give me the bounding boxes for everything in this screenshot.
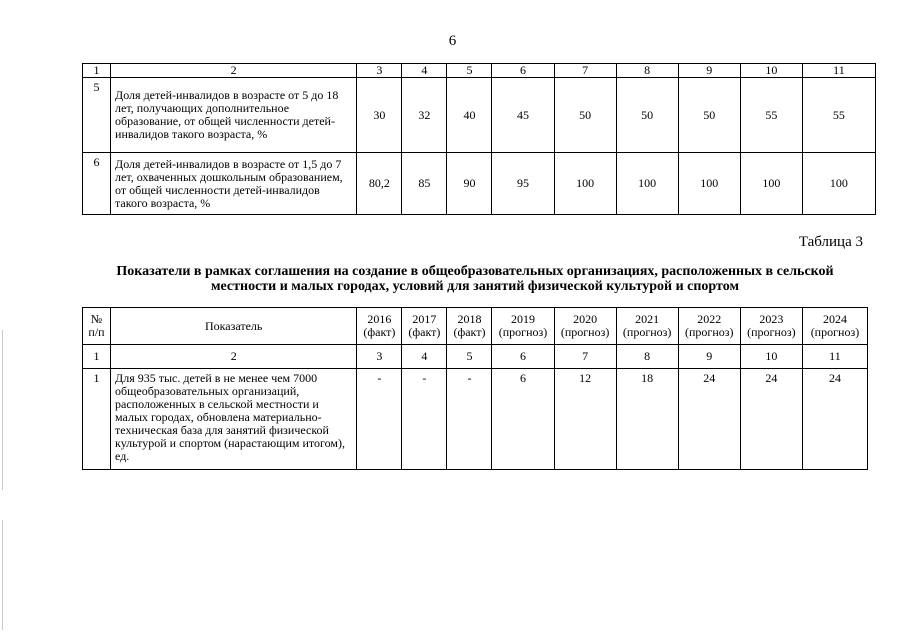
numbering-cell: 2 <box>111 345 357 369</box>
indicator-text: Доля детей-инвалидов в возрасте от 1,5 до 7 лет, охваченных дошкольным образованием, от общей численности детей-инвалидов такого возраста, % <box>111 153 357 215</box>
numbering-cell: 10 <box>740 345 802 369</box>
table-row <box>83 78 876 153</box>
numbering-cell: 11 <box>802 345 867 369</box>
value-cell: - <box>357 369 402 470</box>
value-cell: 50 <box>554 78 616 153</box>
table-heading: Показатели в рамках соглашения на создание в общеобразовательных организациях, расположенных в сельской местности и малых городах, условий для занятий физической культурой и спортом <box>116 264 834 294</box>
indicators-table-continued <box>82 63 876 215</box>
value-cell: 100 <box>678 153 740 215</box>
column-numbering-row <box>83 64 876 78</box>
value-cell: 50 <box>678 78 740 153</box>
value-cell: 24 <box>740 369 802 470</box>
value-cell: 55 <box>740 78 802 153</box>
value-cell: 45 <box>492 78 554 153</box>
value-cell: - <box>402 369 447 470</box>
value-cell: 12 <box>554 369 616 470</box>
numbering-cell: 3 <box>357 345 402 369</box>
row-number: 1 <box>83 369 111 470</box>
column-header-year: 2016 (факт) <box>357 308 402 345</box>
value-cell: 30 <box>357 78 402 153</box>
value-cell: 100 <box>740 153 802 215</box>
numbering-cell: 4 <box>402 345 447 369</box>
value-cell: 100 <box>616 153 678 215</box>
numbering-cell: 6 <box>492 345 554 369</box>
header-cell: 10 <box>740 64 802 78</box>
column-numbering-row <box>83 345 868 369</box>
value-cell: 100 <box>554 153 616 215</box>
table-row <box>83 369 868 470</box>
header-cell: 3 <box>357 64 402 78</box>
indicator-text: Доля детей-инвалидов в возрасте от 5 до 18 лет, получающих дополнительное образование, от общей численности детей-инвалидов такого возраста, % <box>111 78 357 153</box>
table-caption: Таблица 3 <box>798 234 863 250</box>
header-cell: 8 <box>616 64 678 78</box>
value-cell: 24 <box>802 369 867 470</box>
column-header-year: 2020 (прогноз) <box>554 308 616 345</box>
value-cell: 32 <box>402 78 447 153</box>
value-cell: 50 <box>616 78 678 153</box>
indicator-text: Для 935 тыс. детей в не менее чем 7000 общеобразовательных организаций, расположенных в сельской местности и малых городах, обновлена материально-техническая база для занятий физической культурой и спортом (нарастающим итогом), ед. <box>111 369 357 470</box>
value-cell: 40 <box>447 78 492 153</box>
value-cell: 90 <box>447 153 492 215</box>
numbering-cell: 7 <box>554 345 616 369</box>
scan-edge-mark <box>2 520 3 630</box>
indicators-table-3 <box>82 307 868 470</box>
header-cell: 7 <box>554 64 616 78</box>
value-cell: 95 <box>492 153 554 215</box>
numbering-cell: 8 <box>616 345 678 369</box>
value-cell: - <box>447 369 492 470</box>
column-header-year: 2024 (прогноз) <box>802 308 867 345</box>
column-header-number: № п/п <box>83 308 111 345</box>
scan-edge-mark <box>2 330 3 490</box>
header-cell: 1 <box>83 64 111 78</box>
header-cell: 4 <box>402 64 447 78</box>
value-cell: 100 <box>802 153 875 215</box>
numbering-cell: 1 <box>83 345 111 369</box>
value-cell: 85 <box>402 153 447 215</box>
row-number: 5 <box>83 78 111 153</box>
numbering-cell: 5 <box>447 345 492 369</box>
column-header-indicator: Показатель <box>111 308 357 345</box>
header-row <box>83 308 868 345</box>
column-header-year: 2022 (прогноз) <box>678 308 740 345</box>
header-cell: 5 <box>447 64 492 78</box>
page-number: 6 <box>448 33 457 49</box>
header-cell: 11 <box>802 64 875 78</box>
value-cell: 55 <box>802 78 875 153</box>
header-cell: 2 <box>111 64 357 78</box>
column-header-year: 2018 (факт) <box>447 308 492 345</box>
column-header-year: 2023 (прогноз) <box>740 308 802 345</box>
value-cell: 18 <box>616 369 678 470</box>
value-cell: 6 <box>492 369 554 470</box>
value-cell: 80,2 <box>357 153 402 215</box>
header-cell: 6 <box>492 64 554 78</box>
numbering-cell: 9 <box>678 345 740 369</box>
row-number: 6 <box>83 153 111 215</box>
column-header-year: 2019 (прогноз) <box>492 308 554 345</box>
column-header-year: 2017 (факт) <box>402 308 447 345</box>
value-cell: 24 <box>678 369 740 470</box>
column-header-year: 2021 (прогноз) <box>616 308 678 345</box>
header-cell: 9 <box>678 64 740 78</box>
table-row <box>83 153 876 215</box>
